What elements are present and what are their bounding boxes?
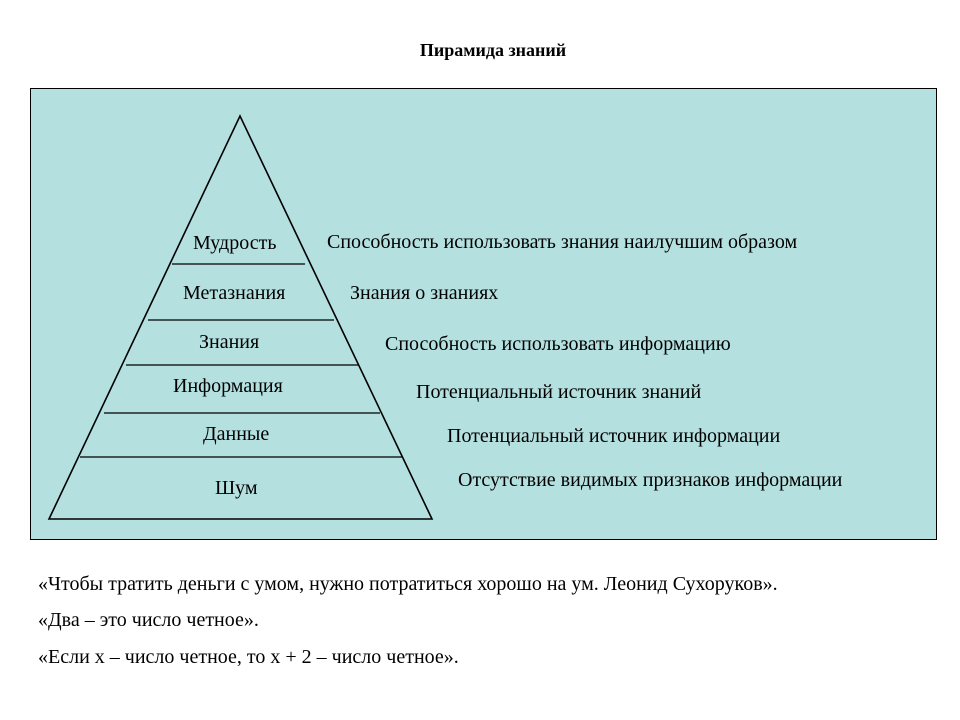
pyramid-panel [30, 88, 937, 540]
level-label-data: Данные [203, 423, 270, 445]
level-label-metaknowledge: Метазнания [183, 282, 286, 304]
level-label-wisdom: Мудрость [193, 232, 277, 254]
diagram-title: Пирамида знаний [419, 40, 567, 60]
level-description-knowledge: Способность использовать информацию [385, 333, 731, 355]
level-description-information: Потенциальный источник знаний [416, 381, 702, 403]
level-description-noise: Отсутствие видимых признаков информации [458, 469, 843, 491]
level-label-knowledge: Знания [199, 331, 260, 353]
level-label-information: Информация [173, 375, 283, 397]
quote-1: «Чтобы тратить деньги с умом, нужно потратиться хорошо на ум. Леонид Сухоруков». [38, 573, 778, 595]
pyramid-outline [49, 116, 432, 519]
quote-3: «Если x – число четное, то x + 2 – число четное». [38, 646, 459, 668]
level-description-data: Потенциальный источник информации [447, 425, 781, 447]
level-description-wisdom: Способность использовать знания наилучшим образом [327, 231, 798, 253]
quote-2: «Два – это число четное». [38, 609, 259, 631]
level-description-metaknowledge: Знания о знаниях [350, 282, 499, 304]
level-label-noise: Шум [215, 477, 258, 499]
